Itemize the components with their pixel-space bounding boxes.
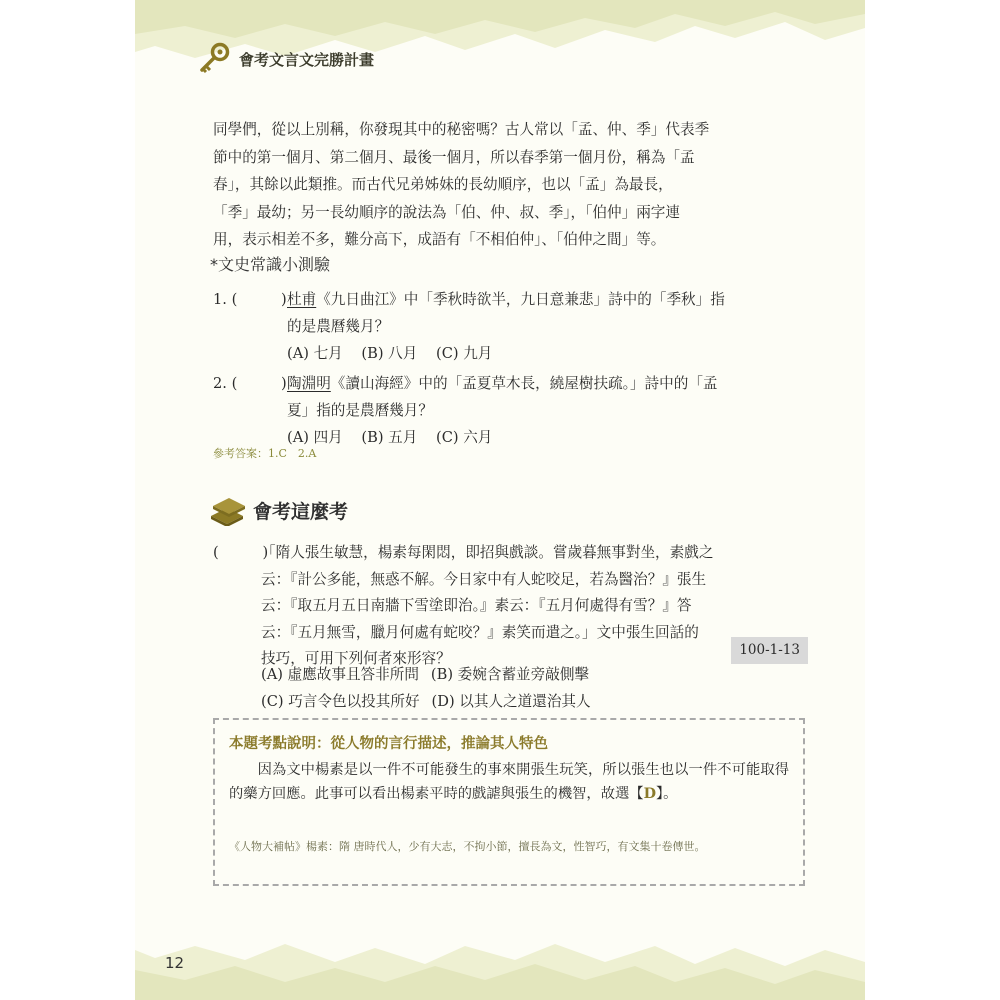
character-note: 《人物大補帖》楊素：隋 唐時代人，少有大志，不拘小節，擅長為文，性智巧，有文集十卷傳世。 bbox=[229, 840, 706, 853]
question-options bbox=[287, 340, 807, 367]
author-name: 杜甫 bbox=[287, 291, 317, 308]
option-c: (C) 六月 bbox=[436, 429, 493, 446]
exam-question-text bbox=[261, 540, 806, 673]
explanation-body bbox=[229, 758, 789, 806]
option-c: (C) 巧言令色以投其所好 bbox=[261, 692, 420, 710]
page-number: 12 bbox=[165, 954, 185, 972]
question-number: 1. ( ) bbox=[213, 291, 287, 308]
intro-line: 春」，其餘以此類推。而古代兄弟姊妹的長幼順序，也以「孟」為最長， bbox=[213, 176, 673, 193]
option-a: (A) 四月 bbox=[287, 429, 343, 446]
question-text-cont: 的是農曆幾月？ bbox=[287, 318, 390, 335]
option-d: (D) 以其人之道還治其人 bbox=[431, 692, 591, 710]
correct-answer: D bbox=[643, 786, 657, 802]
question-text: 《讀山海經》中的「孟夏草木長，繞屋樹扶疏。」詩中的「孟 bbox=[330, 375, 718, 392]
section-title: 會考這麼考 bbox=[253, 500, 349, 523]
key-icon bbox=[197, 42, 231, 76]
answer-blank: ( ) bbox=[213, 544, 269, 561]
option-b: (B) 委婉含蓄並旁敲側擊 bbox=[430, 666, 590, 683]
explanation-box bbox=[213, 718, 805, 886]
book-page bbox=[135, 0, 865, 1000]
question-options bbox=[287, 424, 807, 451]
option-a: (A) 虛應故事且答非所問 bbox=[261, 666, 419, 683]
intro-line: 同學們，從以上別稱，你發現其中的秘密嗎？古人常以「孟、仲、季」代表季 bbox=[213, 121, 710, 138]
exam-line: 云：『五月無雪，臘月何處有蛇咬？』素笑而遣之。」文中張生回話的 bbox=[261, 623, 699, 641]
author-name: 陶淵明 bbox=[287, 375, 331, 392]
header-title: 會考文言文完勝計畫 bbox=[239, 50, 375, 69]
reference-answer: 參考答案：1.C 2.A bbox=[213, 447, 317, 460]
section-heading bbox=[207, 494, 348, 526]
exam-source-tag: 100-1-13 bbox=[731, 637, 808, 664]
intro-line: 用，表示相差不多，難分高下，成語有「不相伯仲」、「伯仲之間」等。 bbox=[213, 231, 666, 248]
option-b: (B) 五月 bbox=[361, 429, 418, 446]
intro-paragraph bbox=[213, 116, 805, 254]
exam-line: 云：『取五月五日南牆下雪塗即治。』素云：『五月何處得有雪？』答 bbox=[261, 597, 692, 614]
exam-line: 「隋人張生敏慧，楊素每閑悶，即招與戲談。嘗歲暮無事對坐，素戲之 bbox=[261, 544, 714, 561]
exam-line: 云：『計公多能，無惑不解。今日家中有人蛇咬足，若為醫治？』張生 bbox=[261, 570, 707, 588]
books-icon bbox=[207, 494, 247, 526]
option-a: (A) 七月 bbox=[287, 345, 343, 362]
explanation-title: 本題考點說明：從人物的言行描述，推論其人特色 bbox=[229, 736, 548, 752]
page-header bbox=[197, 42, 374, 76]
intro-line: 「季」最幼；另一長幼順序的說法為「伯、仲、叔、季」，「伯仲」兩字連 bbox=[213, 203, 680, 221]
bottom-mountain-decoration bbox=[135, 940, 865, 1000]
exam-options bbox=[261, 662, 821, 715]
question-number: 2. ( ) bbox=[213, 375, 287, 392]
exam-line: 技巧，可用下列何者來形容？ bbox=[261, 650, 451, 667]
option-c: (C) 九月 bbox=[436, 345, 493, 362]
question-text-cont: 夏」指的是農曆幾月？ bbox=[287, 402, 433, 419]
question-text: 《九日曲江》中「季秋時欲半，九日意兼悲」詩中的「季秋」指 bbox=[316, 291, 725, 308]
quiz-title: *文史常識小測驗 bbox=[210, 255, 331, 274]
intro-line: 節中的第一個月、第二個月、最後一個月，所以春季第一個月份，稱為「孟 bbox=[213, 148, 695, 166]
explanation-text-end: 】。 bbox=[656, 786, 678, 802]
option-b: (B) 八月 bbox=[361, 345, 418, 362]
explanation-text: 因為文中楊素是以一件不可能發生的事來開張生玩笑，所以張生也以一件不可能取得的藥方回應。此事可以看出楊素平時的戲謔與張生的機智，故選【 bbox=[229, 762, 789, 802]
